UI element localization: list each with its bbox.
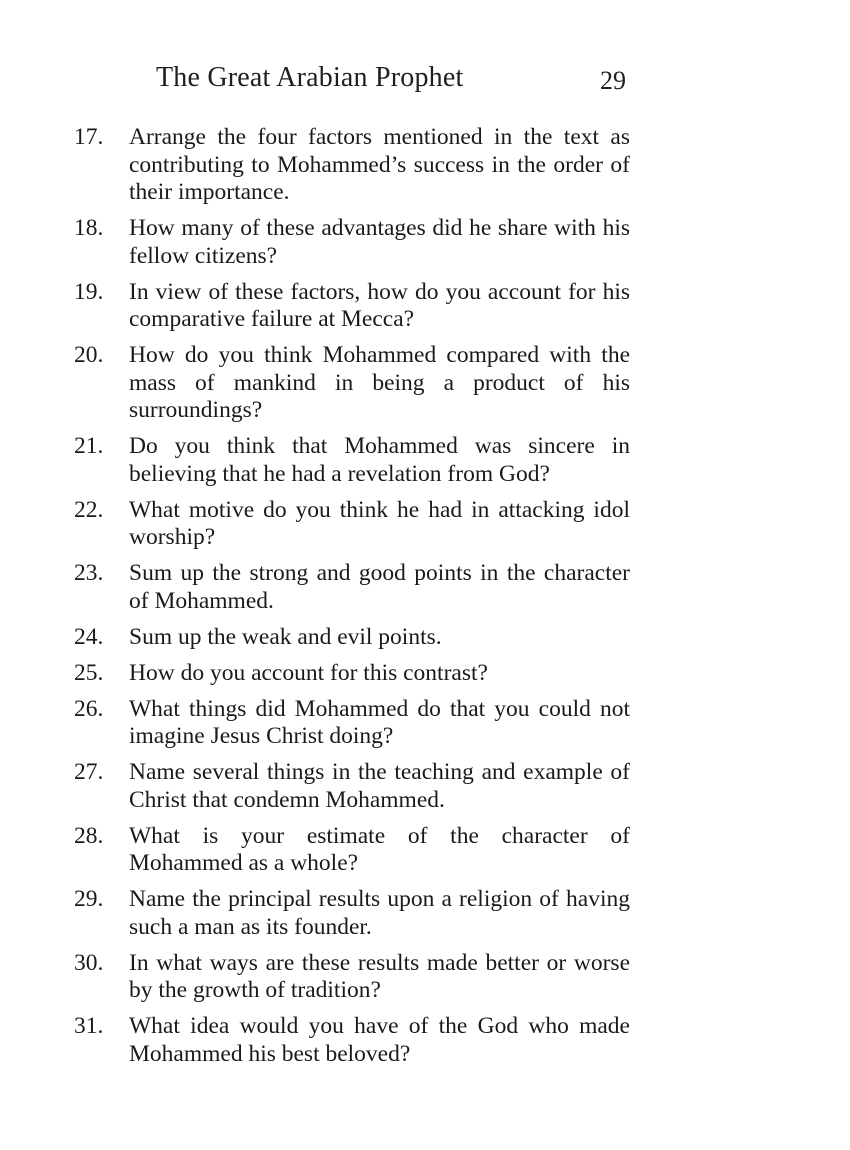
question-text: Do you think that Mohammed was sincere in believing that he had a revelation from God? xyxy=(129,433,630,487)
question-item xyxy=(74,433,630,488)
question-text: Sum up the weak and evil points. xyxy=(129,623,442,650)
question-item xyxy=(74,497,630,552)
question-text: In what ways are these results made better or worse by the growth of tradition? xyxy=(129,949,630,1003)
question-item xyxy=(74,215,630,270)
question-text: What idea would you have of the God who made Mohammed his best beloved? xyxy=(129,1013,630,1067)
question-text: What motive do you think he had in attacking idol worship? xyxy=(129,496,630,550)
question-item xyxy=(74,624,630,652)
question-number: 17. xyxy=(74,124,104,150)
question-number: 20. xyxy=(74,342,104,368)
question-item xyxy=(74,560,630,615)
question-number: 22. xyxy=(74,496,104,523)
question-number: 19. xyxy=(74,278,104,305)
question-number: 21. xyxy=(74,433,104,459)
page-number: 29 xyxy=(600,66,626,95)
question-number: 23. xyxy=(74,560,104,586)
question-text: Arrange the four factors mentioned in the text as contributing to Mohammed’s success in the order of their importance. xyxy=(129,124,630,205)
question-text: Sum up the strong and good points in the character of Mohammed. xyxy=(129,560,630,614)
question-item xyxy=(74,950,630,1005)
question-number: 30. xyxy=(74,949,104,976)
question-text: Name several things in the teaching and example of Christ that condemn Mohammed. xyxy=(129,759,630,813)
question-number: 18. xyxy=(74,215,104,241)
question-text: How do you think Mohammed compared with the mass of mankind in being a product of his surroundings? xyxy=(129,342,630,423)
running-head xyxy=(156,62,626,102)
question-number: 26. xyxy=(74,695,104,722)
question-list xyxy=(74,124,630,1077)
question-number: 25. xyxy=(74,659,104,686)
running-title: The Great Arabian Prophet xyxy=(156,62,464,93)
question-text: In view of these factors, how do you account for his comparative failure at Mecca? xyxy=(129,278,630,332)
question-item xyxy=(74,660,630,688)
question-item xyxy=(74,342,630,425)
question-text: What is your estimate of the character of Mohammed as a whole? xyxy=(129,822,630,876)
question-item xyxy=(74,886,630,941)
question-number: 29. xyxy=(74,886,104,912)
question-item xyxy=(74,279,630,334)
question-text: What things did Mohammed do that you could not imagine Jesus Christ doing? xyxy=(129,695,630,749)
question-item xyxy=(74,124,630,207)
question-number: 28. xyxy=(74,822,104,849)
question-number: 31. xyxy=(74,1013,104,1039)
question-number: 27. xyxy=(74,759,104,785)
question-text: How many of these advantages did he share with his fellow citizens? xyxy=(129,215,630,269)
question-text: Name the principal results upon a religion of having such a man as its founder. xyxy=(129,886,630,940)
question-item xyxy=(74,759,630,814)
question-item xyxy=(74,696,630,751)
question-text: How do you account for this contrast? xyxy=(129,659,488,686)
question-item xyxy=(74,1013,630,1068)
question-item xyxy=(74,823,630,878)
question-number: 24. xyxy=(74,623,104,650)
